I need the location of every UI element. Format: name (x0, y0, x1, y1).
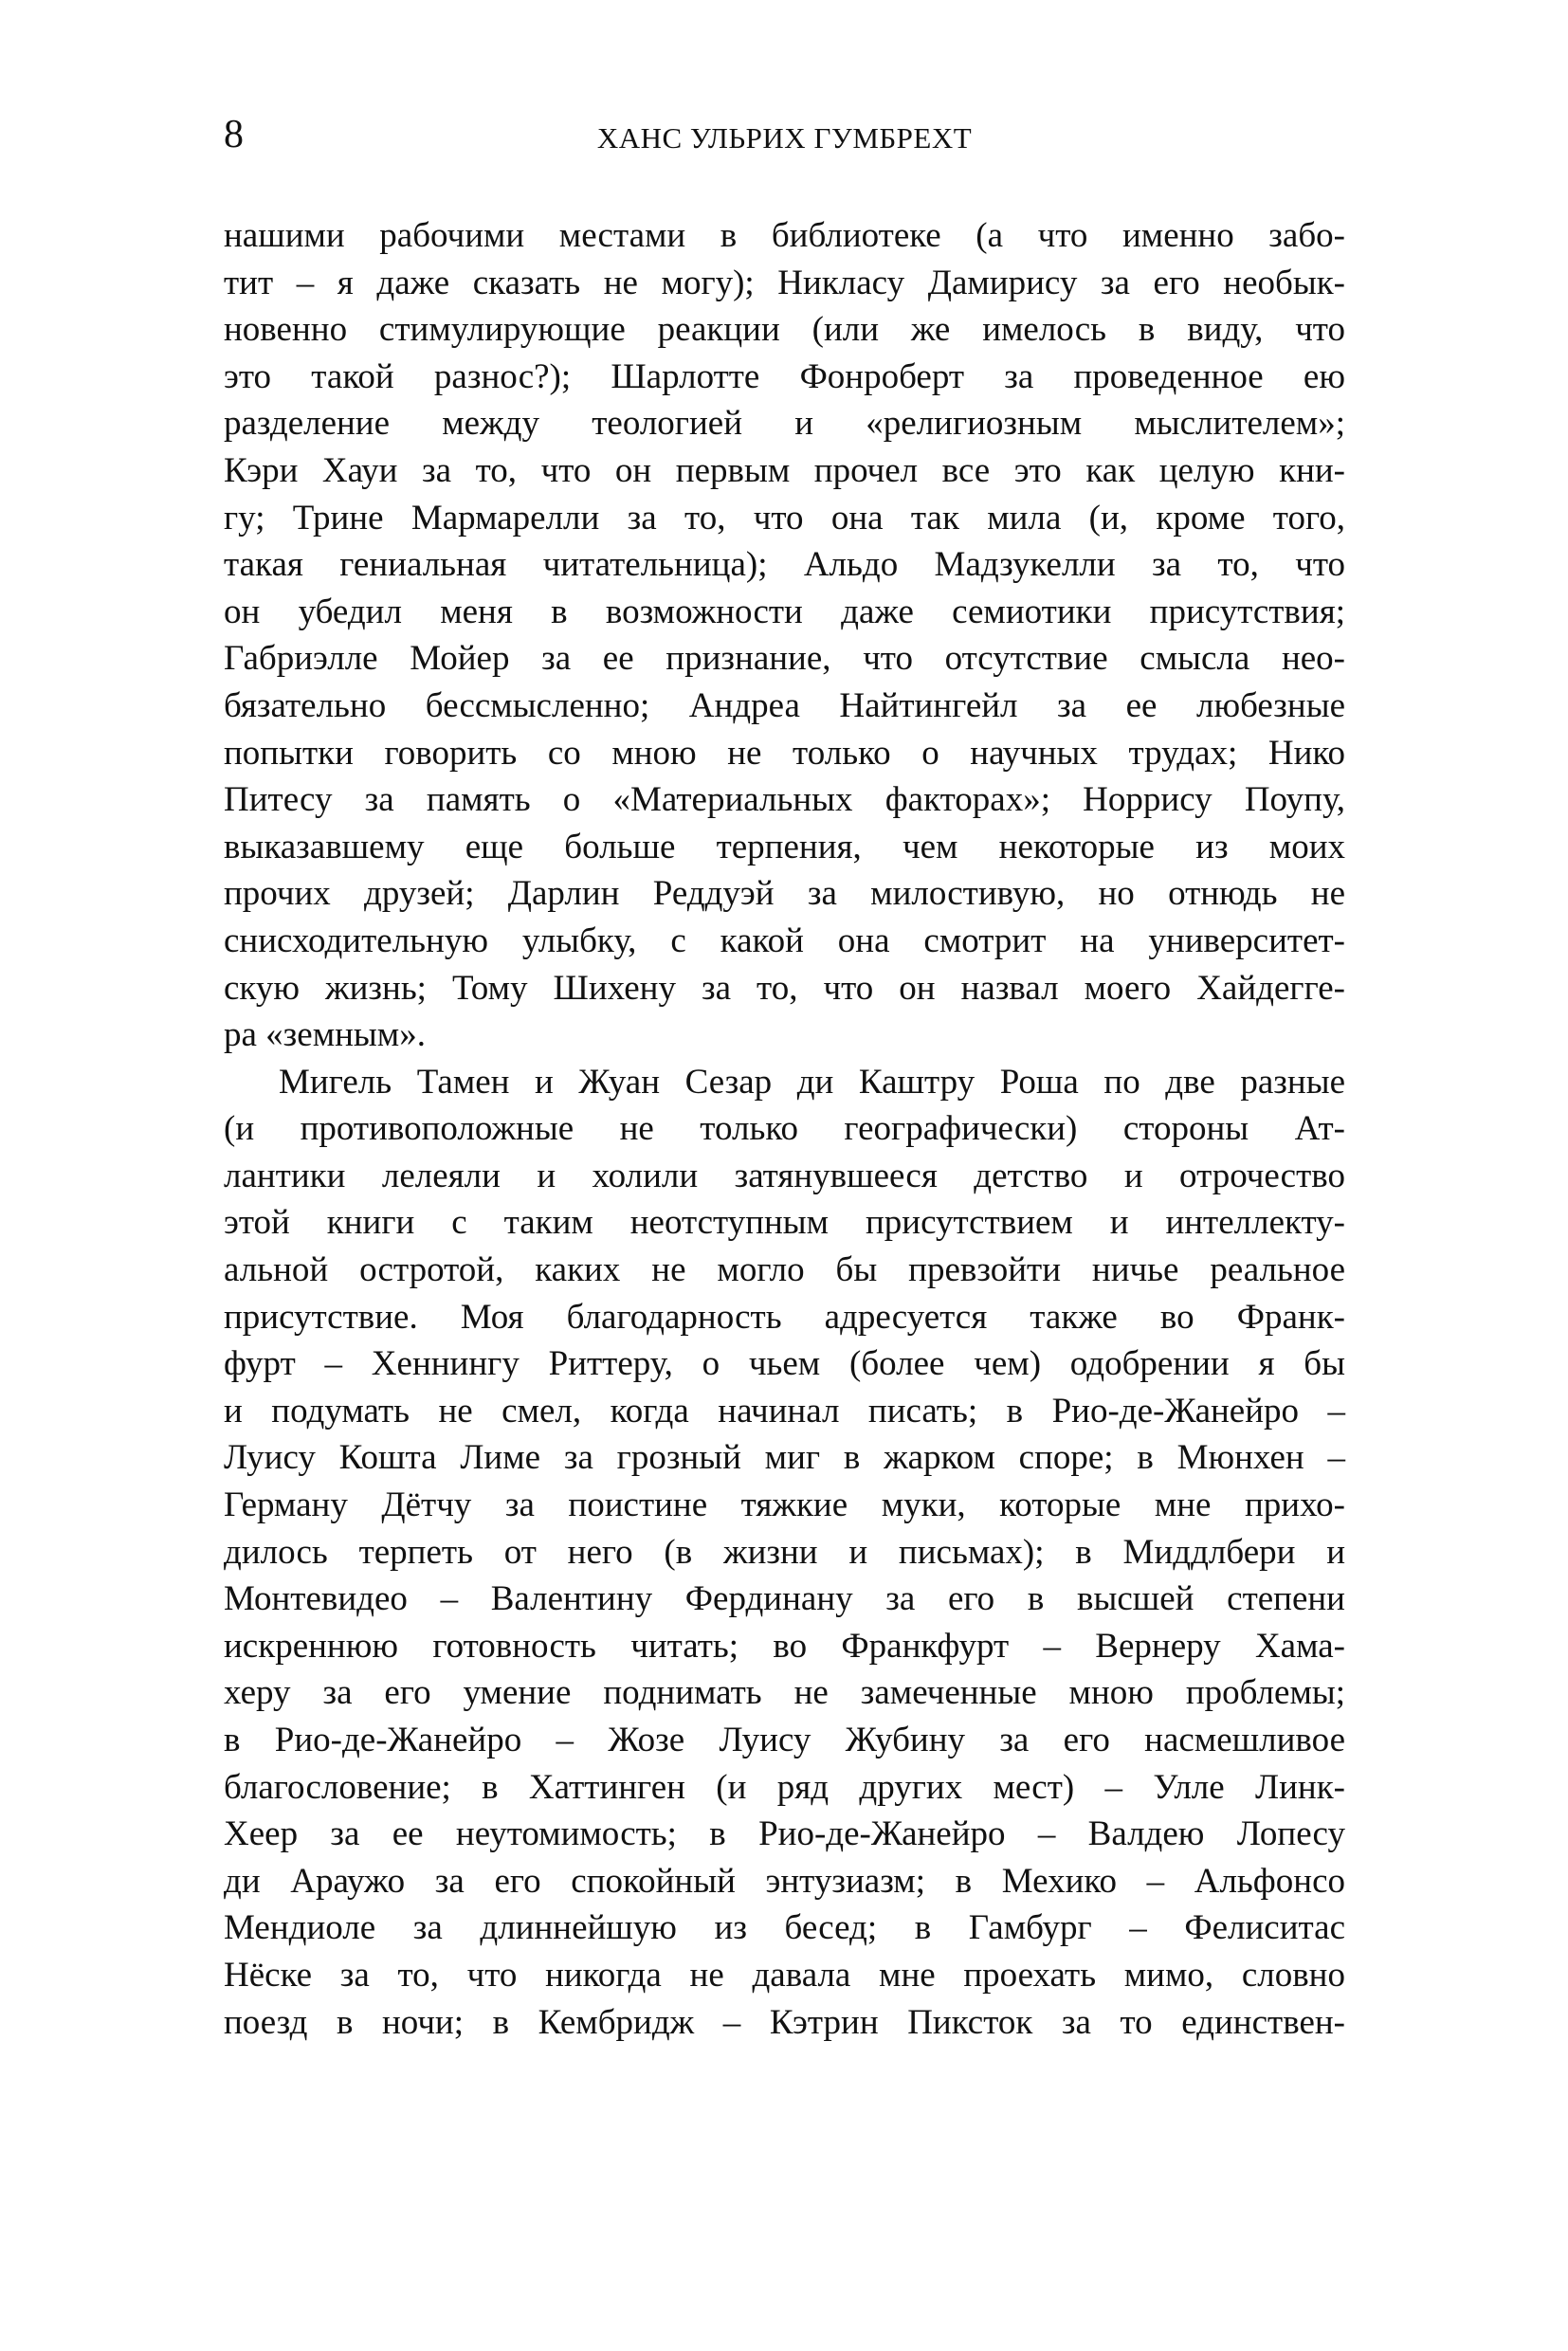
text-line: попытки говорить со мною не только о научных трудах; Нико (224, 733, 1345, 773)
text-line: нашими рабочими местами в библиотеке (а что именно забо- (224, 216, 1345, 255)
text-line: Герману Дётчу за поистине тяжкие муки, которые мне прихо- (224, 1485, 1345, 1525)
text-line: тит – я даже сказать не могу); Никласу Дамирису за его необык- (224, 263, 1345, 302)
paragraph (224, 212, 1345, 1059)
text-line: Мендиоле за длиннейшую из бесед; в Гамбург – Фелиситас (224, 1908, 1345, 1948)
text-line: Нёске за то, что никогда не давала мне проехать мимо, словно (224, 1955, 1345, 1995)
text-line: поезд в ночи; в Кембридж – Кэтрин Пиксток за то единствен- (224, 2002, 1345, 2042)
text-line: (и противоположные не только географически) стороны Ат- (224, 1109, 1345, 1149)
page-number: 8 (224, 113, 244, 156)
text-line: он убедил меня в возможности даже семиотики присутствия; (224, 592, 1345, 631)
text-line: присутствие. Моя благодарность адресуется также во Франк- (224, 1297, 1345, 1337)
text-line: прочих друзей; Дарлин Реддуэй за милостивую, но отнюдь не (224, 874, 1345, 914)
text-line: Хеер за ее неутомимость; в Рио-де-Жанейро – Валдею Лопесу (224, 1814, 1345, 1854)
body-text (224, 212, 1345, 2046)
text-line: Монтевидео – Валентину Фердинану за его в высшей степени (224, 1579, 1345, 1619)
running-title: ХАНС УЛЬРИХ ГУМБРЕХТ (596, 121, 973, 155)
text-line: Мигель Тамен и Жуан Сезар ди Каштру Роша по две разные (279, 1062, 1345, 1102)
text-line: этой книги с таким неотступным присутствием и интеллекту- (224, 1203, 1345, 1243)
text-line: альной остротой, каких не могло бы превзойти ничье реальное (224, 1250, 1345, 1290)
text-line: новенно стимулирующие реакции (или же имелось в виду, что (224, 310, 1345, 350)
text-line: Питесу за память о «Материальных факторах»; Норрису Поупу, (224, 780, 1345, 820)
text-line: херу за его умение поднимать не замеченные мною проблемы; (224, 1673, 1345, 1713)
text-line: такая гениальная читательница); Альдо Мадзукелли за то, что (224, 545, 1345, 585)
text-line: бязательно бессмысленно; Андреа Найтингейл за ее любезные (224, 685, 1345, 725)
text-line: гу; Трине Мармарелли за то, что она так мила (и, кроме того, (224, 498, 1345, 538)
text-line: ра «земным». (224, 1015, 426, 1055)
text-line: выказавшему еще больше терпения, чем некоторые из моих (224, 827, 1345, 866)
text-line: дилось терпеть от него (в жизни и письмах); в Миддлбери и (224, 1532, 1345, 1572)
text-line: снисходительную улыбку, с какой она смотрит на университет- (224, 920, 1345, 960)
text-line: фурт – Хеннингу Риттеру, о чьем (более чем) одобрении я бы (224, 1344, 1345, 1384)
text-line: Габриэлле Мойер за ее признание, что отсутствие смысла нео- (224, 639, 1345, 679)
paragraph (224, 1059, 1345, 2046)
text-line: это такой разнос?); Шарлотте Фонроберт за проведенное ею (224, 356, 1345, 396)
text-line: в Рио-де-Жанейро – Жозе Луису Жубину за его насмешливое (224, 1721, 1345, 1759)
text-line: скую жизнь; Тому Шихену за то, что он назвал моего Хайдегге- (224, 968, 1345, 1008)
text-line: Кэри Хауи за то, что он первым прочел все это как целую кни- (224, 450, 1345, 490)
text-line: Луису Кошта Лиме за грозный миг в жарком споре; в Мюнхен – (224, 1438, 1345, 1478)
text-line: разделение между теологией и «религиозным мыслителем»; (224, 404, 1345, 444)
text-line: и подумать не смел, когда начинал писать; в Рио-де-Жанейро – (224, 1391, 1345, 1431)
text-line: благословение; в Хаттинген (и ряд других мест) – Улле Линк- (224, 1767, 1345, 1807)
text-line: ди Араужо за его спокойный энтузиазм; в Мехико – Альфонсо (224, 1861, 1345, 1901)
text-line: лантики лелеяли и холили затянувшееся детство и отрочество (224, 1156, 1345, 1195)
text-line: искреннюю готовность читать; во Франкфурт – Вернеру Хама- (224, 1626, 1345, 1666)
